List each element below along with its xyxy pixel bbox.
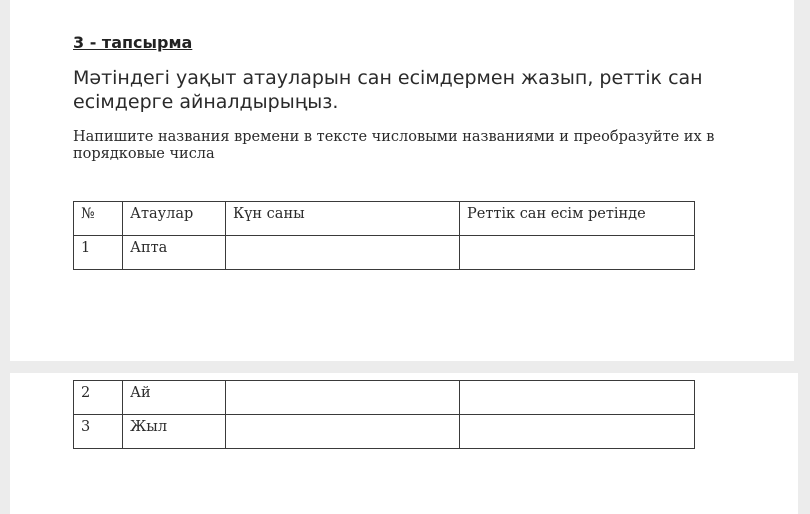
answer-table-bottom [73,380,695,449]
header-names: Атаулар [123,202,226,236]
row-number: 1 [74,236,123,270]
document-page-bottom [10,373,798,514]
row-name: Жыл [123,415,226,449]
header-ordinal: Реттік сан есім ретінде [460,202,695,236]
table-row [74,381,695,415]
row-name: Ай [123,381,226,415]
header-day-count: Күн саны [226,202,460,236]
document-page-top [10,0,794,361]
row-day-count-cell[interactable] [226,381,460,415]
row-number: 3 [74,415,123,449]
table-header-row [74,202,695,236]
answer-table-top [73,201,695,270]
task-heading: 3 - тапсырма [73,33,193,52]
table-row [74,415,695,449]
row-ordinal-cell[interactable] [460,236,695,270]
task-instruction-kazakh: Мәтіндегі уақыт атауларын сан есімдермен жазып, реттік сан есімдерге айналдырыңыз. [73,67,703,113]
row-day-count-cell[interactable] [226,236,460,270]
row-name: Апта [123,236,226,270]
header-number: № [74,202,123,236]
task-instruction-russian: Напишите названия времени в тексте числовыми названиями и преобразуйте их в порядковые числа [73,129,715,162]
table-row [74,236,695,270]
row-number: 2 [74,381,123,415]
row-day-count-cell[interactable] [226,415,460,449]
row-ordinal-cell[interactable] [460,415,695,449]
row-ordinal-cell[interactable] [460,381,695,415]
